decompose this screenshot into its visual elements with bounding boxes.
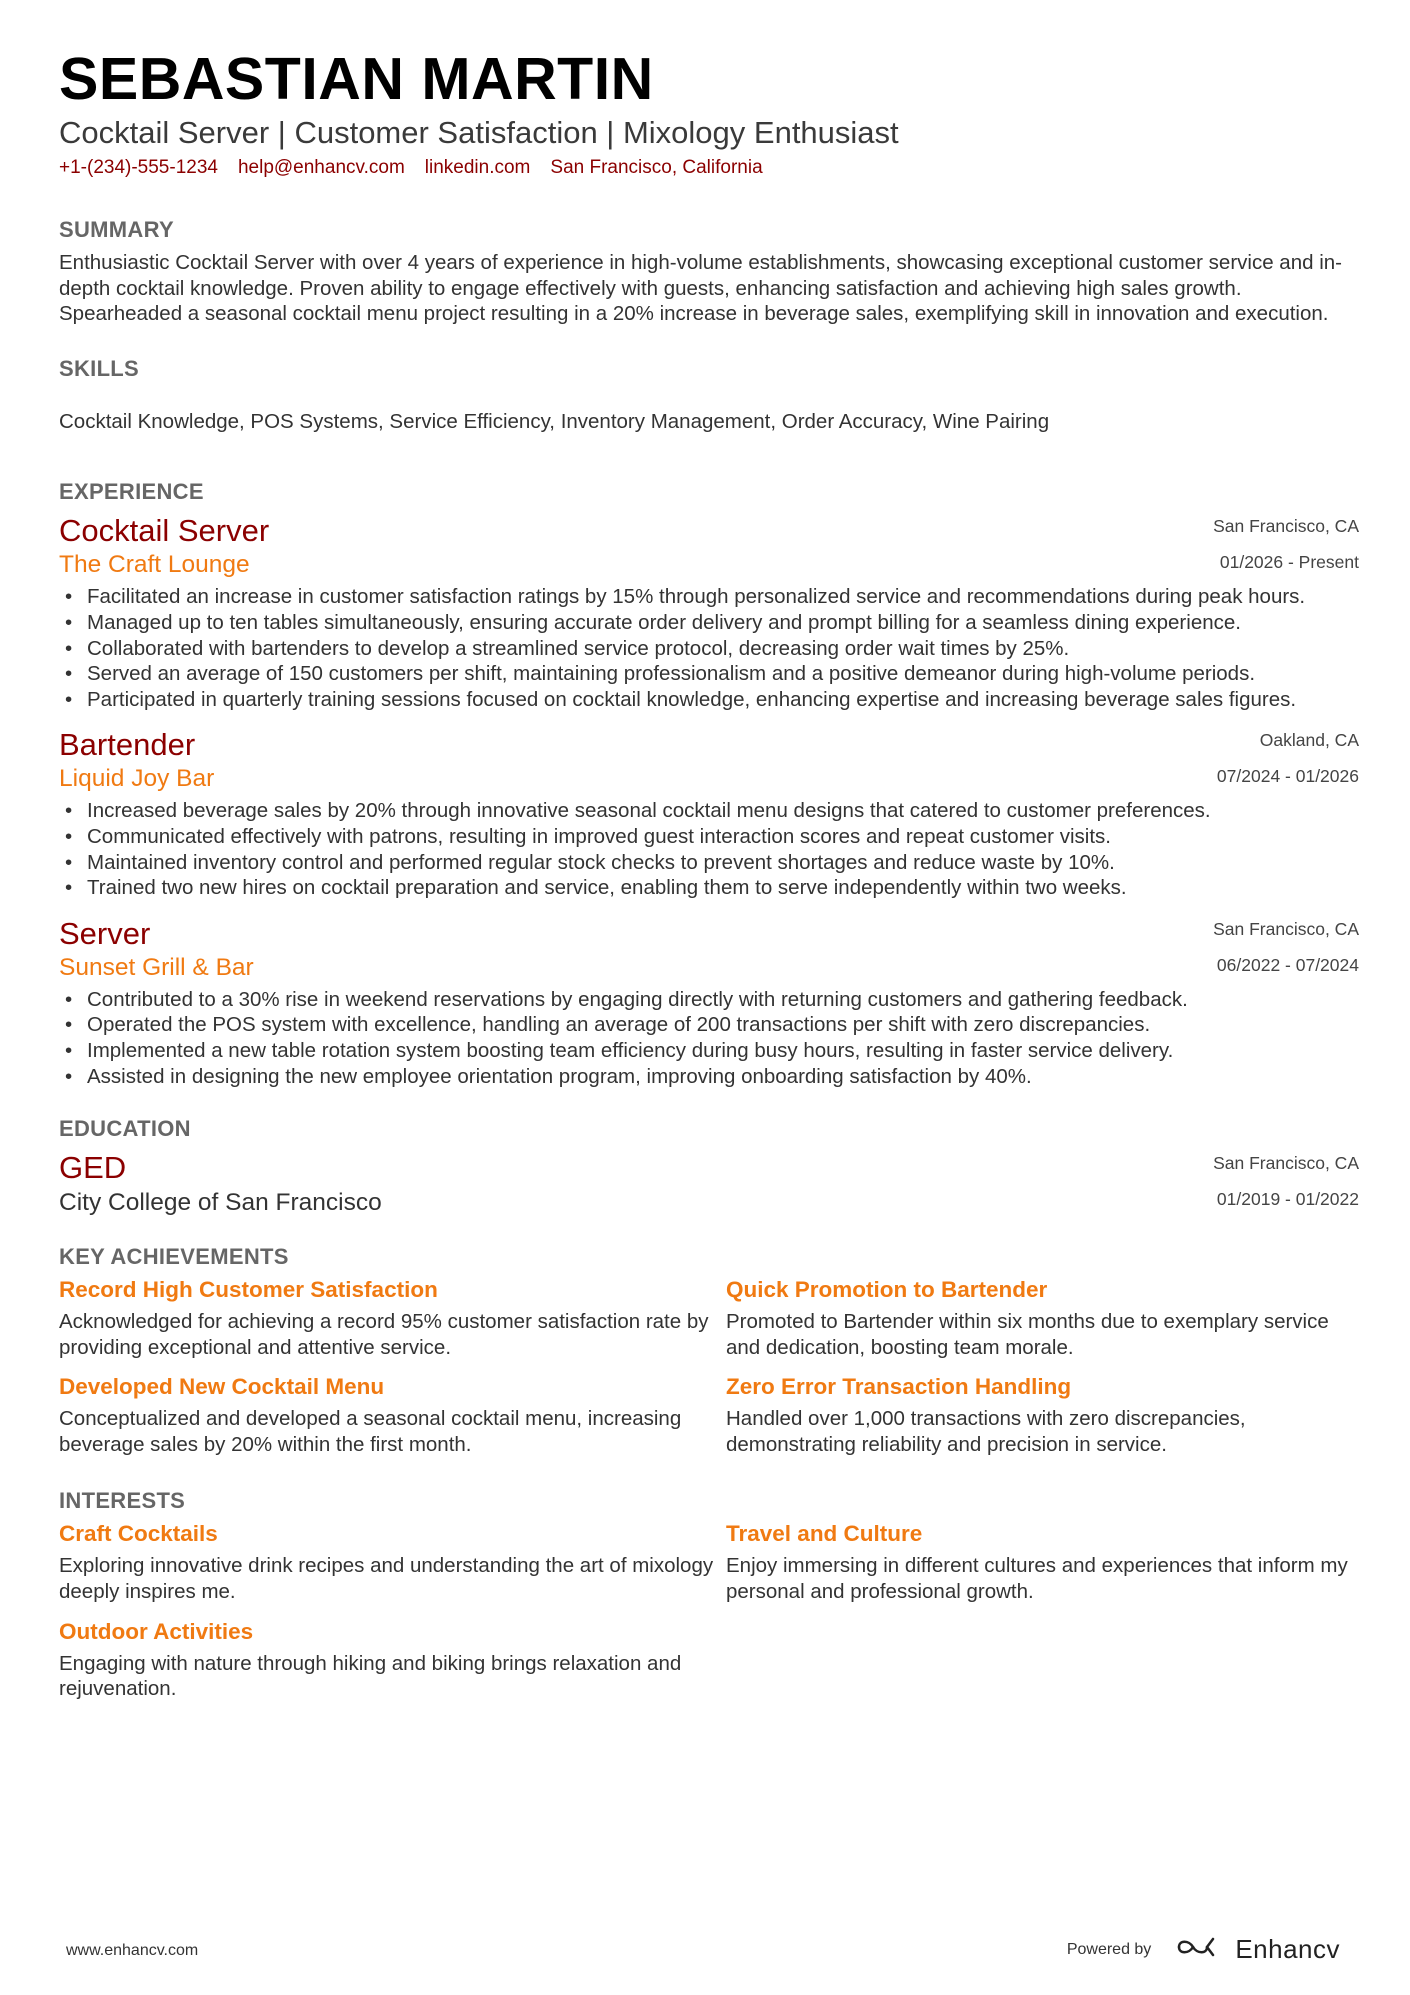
job-meta <box>1217 726 1359 788</box>
education-entry <box>59 1149 1359 1219</box>
job-company: Sunset Grill & Bar <box>59 953 254 981</box>
job-entry <box>59 915 1359 1089</box>
skills-heading: SKILLS <box>59 355 140 381</box>
job-meta <box>1213 512 1359 574</box>
skills-list: Cocktail Knowledge, POS Systems, Service Efficiency, Inventory Management, Order Accuracy, Wine Pairing <box>59 409 1050 433</box>
job-bullet: • Operated the POS system with excellence, handling an average of 200 transactions per shift with zero discrepancies. <box>59 1012 1359 1038</box>
education-meta <box>1213 1149 1359 1211</box>
job-bullet: • Contributed to a 30% rise in weekend reservations by engaging directly with returning customers and gathering feedback. <box>59 987 1359 1013</box>
summary-heading: SUMMARY <box>59 217 174 242</box>
job-bullet: • Communicated effectively with patrons, resulting in improved guest interaction scores and repeat customer visits. <box>59 824 1359 850</box>
job-title: Server <box>59 915 151 951</box>
job-location: San Francisco, CA <box>1213 516 1359 537</box>
education-section <box>59 1115 1359 1219</box>
contact-info <box>59 156 1359 180</box>
education-dates: 01/2019 - 01/2022 <box>1216 1189 1359 1210</box>
achievement-desc: Promoted to Bartender within six months due to exemplary service and dedication, boosting team morale. <box>726 1310 1329 1359</box>
experience-heading: EXPERIENCE <box>59 479 204 505</box>
education-degree: GED <box>59 1150 127 1186</box>
interest-item <box>726 1519 1359 1604</box>
job-bullet: • Maintained inventory control and performed regular stock checks to prevent shortages and reduce waste by 10%. <box>59 850 1359 876</box>
job-dates: 01/2026 - Present <box>1219 552 1359 573</box>
job-bullet: • Participated in quarterly training sessions focused on cocktail knowledge, enhancing expertise and increasing beverage sales figures. <box>59 687 1359 713</box>
contact-linkedin[interactable]: linkedin.com <box>424 157 531 178</box>
interest-desc: Enjoy immersing in different cultures and experiences that inform my personal and professional growth. <box>726 1554 1348 1604</box>
interest-desc: Exploring innovative drink recipes and understanding the art of mixology deeply inspires me. <box>59 1554 714 1604</box>
education-school: City College of San Francisco <box>59 1189 382 1217</box>
achievements-heading: KEY ACHIEVEMENTS <box>59 1244 289 1270</box>
interest-item <box>59 1617 726 1702</box>
job-location: Oakland, CA <box>1259 730 1359 751</box>
interest-item <box>59 1519 726 1604</box>
experience-section <box>59 478 1359 1089</box>
job-bullet: • Implemented a new table rotation system boosting team efficiency during busy hours, resulting in faster service delivery. <box>59 1038 1359 1064</box>
job-bullets <box>59 987 1359 1089</box>
interest-title: Craft Cocktails <box>59 1521 218 1547</box>
job-bullet: • Collaborated with bartenders to develop a streamlined service protocol, decreasing order wait times by 25%. <box>59 636 1359 662</box>
job-company: The Craft Lounge <box>59 551 250 579</box>
job-bullet: • Assisted in designing the new employee orientation program, improving onboarding satisfaction by 40%. <box>59 1064 1359 1090</box>
achievement-title: Quick Promotion to Bartender <box>726 1277 1048 1303</box>
job-dates: 06/2022 - 07/2024 <box>1216 954 1359 975</box>
achievement-desc: Acknowledged for achieving a record 95% customer satisfaction rate by providing exceptional and attentive service. <box>59 1310 709 1359</box>
brand-name[interactable]: Enhancv <box>1235 1934 1340 1964</box>
interest-title: Travel and Culture <box>726 1521 923 1547</box>
job-bullet: • Facilitated an increase in customer satisfaction ratings by 15% through personalized service and recommendations during peak hours. <box>59 584 1359 610</box>
job-bullets <box>59 798 1359 900</box>
achievement-item <box>726 1275 1359 1360</box>
job-dates: 07/2024 - 01/2026 <box>1216 766 1359 787</box>
candidate-tagline: Cocktail Server | Customer Satisfaction | Mixology Enthusiast <box>59 115 899 150</box>
summary-text: Enthusiastic Cocktail Server with over 4 years of experience in high-volume establishments, showcasing exceptional customer service and in-depth cocktail knowledge. Proven ability to engage effectively with guests, enhancing satisfaction and achieving high sales growth. Spearheaded a seasonal cocktail menu project resulting in a 20% increase in beverage sales, exemplifying skill in innovation and execution. <box>59 251 1342 326</box>
footer-branding <box>1067 1934 1340 1965</box>
job-bullet: • Increased beverage sales by 20% through innovative seasonal cocktail menu designs that catered to customer preferences. <box>59 798 1359 824</box>
job-meta <box>1213 915 1359 977</box>
contact-phone[interactable]: +1-(234)-555-1234 <box>59 157 218 178</box>
summary-section <box>59 216 1359 327</box>
job-bullet: • Managed up to ten tables simultaneously, ensuring accurate order delivery and prompt billing for a seamless dining experience. <box>59 610 1359 636</box>
interests-grid <box>59 1515 1359 1709</box>
interests-heading: INTERESTS <box>59 1488 186 1514</box>
job-bullets <box>59 584 1359 712</box>
achievement-desc: Handled over 1,000 transactions with zero discrepancies, demonstrating reliability and precision in service. <box>726 1407 1246 1456</box>
interest-title: Outdoor Activities <box>59 1618 254 1644</box>
achievement-item <box>59 1372 726 1457</box>
achievement-title: Zero Error Transaction Handling <box>726 1374 1072 1400</box>
achievements-section <box>59 1243 1359 1465</box>
contact-location: San Francisco, California <box>550 157 763 178</box>
resume-header <box>59 46 1359 180</box>
education-heading: EDUCATION <box>59 1116 191 1142</box>
job-location: San Francisco, CA <box>1213 918 1359 939</box>
job-entry <box>59 512 1359 712</box>
achievements-grid <box>59 1271 1359 1465</box>
education-location: San Francisco, CA <box>1213 1153 1359 1174</box>
interest-desc: Engaging with nature through hiking and biking brings relaxation and rejuvenation. <box>59 1651 682 1701</box>
job-title: Bartender <box>59 727 196 763</box>
achievement-item <box>59 1275 726 1360</box>
powered-by-label: Powered by <box>1066 1940 1152 1958</box>
job-title: Cocktail Server <box>59 513 270 549</box>
job-company: Liquid Joy Bar <box>59 765 215 793</box>
achievement-desc: Conceptualized and developed a seasonal cocktail menu, increasing beverage sales by 20% within the first month. <box>59 1407 682 1456</box>
resume-page <box>59 46 1359 1710</box>
candidate-name: SEBASTIAN MARTIN <box>59 46 654 112</box>
footer-website[interactable]: www.enhancv.com <box>66 1942 199 1959</box>
job-bullet: • Served an average of 150 customers per shift, maintaining professionalism and a positive demeanor during high-volume periods. <box>59 661 1359 687</box>
contact-email[interactable]: help@enhancv.com <box>237 157 405 178</box>
enhancv-logo-icon <box>1175 1935 1221 1964</box>
achievement-title: Developed New Cocktail Menu <box>59 1374 385 1400</box>
job-bullet: • Trained two new hires on cocktail preparation and service, enabling them to serve independently within two weeks. <box>59 875 1359 901</box>
interests-section <box>59 1487 1359 1709</box>
achievement-item <box>726 1372 1359 1457</box>
skills-section <box>59 355 1359 435</box>
achievement-title: Record High Customer Satisfaction <box>59 1277 438 1303</box>
job-entry <box>59 726 1359 900</box>
